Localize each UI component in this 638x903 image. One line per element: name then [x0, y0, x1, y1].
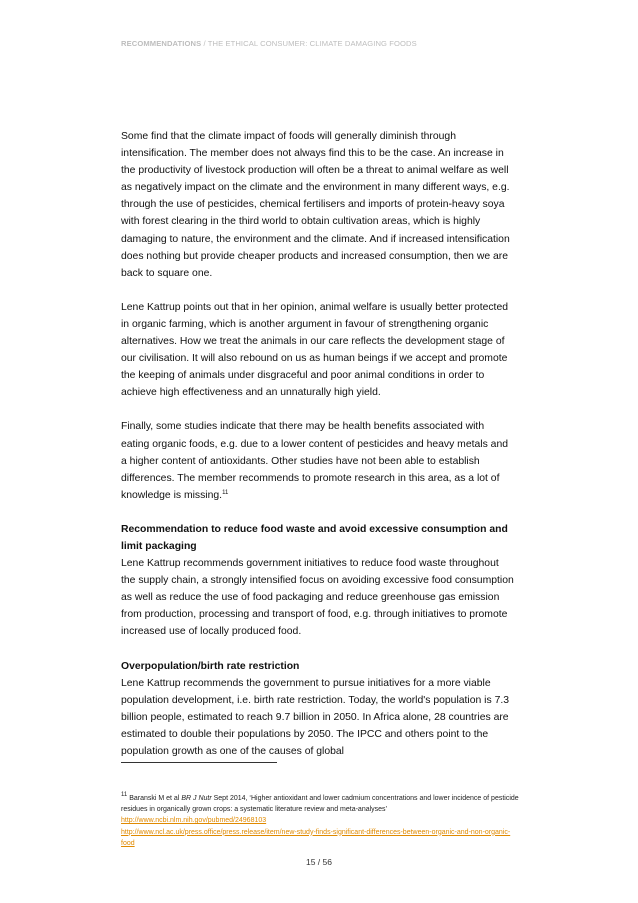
header-title: THE ETHICAL CONSUMER: CLIMATE DAMAGING FOODS: [207, 39, 417, 48]
footnote-author: Baranski M et al: [129, 795, 182, 802]
footnote-link-ncl[interactable]: http://www.ncl.ac.uk/press.office/press.release/item/new-study-finds-significant-differences-between-organic-and-non-organic-food: [121, 828, 511, 847]
page-number: [0, 857, 638, 867]
header-section: RECOMMENDATIONS: [121, 39, 202, 48]
paragraph-health: [121, 418, 515, 503]
paragraph-animal-welfare: Lene Kattrup points out that in her opinion, animal welfare is usually better protected in organic farming, which is another argument in favour of strengthening organic alternatives. How we treat the animals in our care reflects the development stage of our civilisation. It will also rebound on us as human beings if we accept and promote the keeping of animals under disgraceful and poor animal conditions in order to achieve high effectiveness and an unnaturally high yield.: [121, 301, 508, 399]
running-header: [121, 39, 521, 48]
body-text: [121, 128, 515, 760]
heading-overpopulation: Overpopulation/birth rate restriction: [121, 660, 300, 672]
heading-food-waste: Recommendation to reduce food waste and avoid excessive consumption and limit packaging: [121, 523, 508, 552]
footnote-number: 11: [121, 792, 128, 798]
footnote-link-pubmed[interactable]: http://www.ncbi.nlm.nih.gov/pubmed/24968103: [121, 817, 267, 825]
paragraph-intensification: Some find that the climate impact of foods will generally diminish through intensification. The member does not always find this to be the case. An increase in the productivity of livestock production will often be a threat to animal welfare as well as negatively impact on the climate and the environment in many different ways, e.g. through the use of pesticides, chemical fertilisers and imports of protein-heavy soya with forest clearing in the third world to obtain cultivation areas, which is highly damaging to nature, the environment and the climate. And if increased intensification does nothing but provide cheaper products and increased consumption, then we are back to square one.: [121, 131, 510, 279]
footnote-citation: [121, 793, 521, 815]
paragraph-health-text: Finally, some studies indicate that there may be health benefits associated with eating organic foods, e.g. due to a lower content of pesticides and heavy metals and a higher content of antioxidants. Other studies have not been able to establish differences. The member recommends to promote research in this area, as a lot of knowledge is missing.: [121, 421, 509, 501]
footnote-reference[interactable]: 11: [222, 489, 229, 496]
footnote: [121, 793, 521, 849]
footnote-rest: Sept 2014, ‘Higher antioxidant and lower cadmium concentrations and lower incidence of pesticide residues in organically grown crops: a systematic literature review and meta-analyses’: [121, 795, 519, 814]
footnote-journal: BR J Nutr: [181, 795, 212, 802]
footnote-divider: [121, 762, 277, 763]
header-separator: /: [201, 39, 208, 48]
page-total: 56: [322, 857, 333, 867]
paragraph-overpopulation: Lene Kattrup recommends the government to pursue initiatives for a more viable population development, i.e. birth rate restriction. Today, the world's population is 7.3 billion people, estimated to reach 9.7 billion in 2050. In Africa alone, 28 countries are estimated to double their populations by 2050. The IPCC and others point to the population growth as one of the causes of global: [121, 677, 510, 757]
page-separator: /: [315, 857, 321, 867]
page-current: 15: [305, 857, 316, 867]
paragraph-food-waste: Lene Kattrup recommends government initiatives to reduce food waste throughout the supply chain, a strongly intensified focus on avoiding excessive food consumption as well as reduce the use of food packaging and reduce greenhouse gas emission from production, processing and transport of food, e.g. through initiatives to promote increased use of locally produced food.: [121, 558, 514, 638]
